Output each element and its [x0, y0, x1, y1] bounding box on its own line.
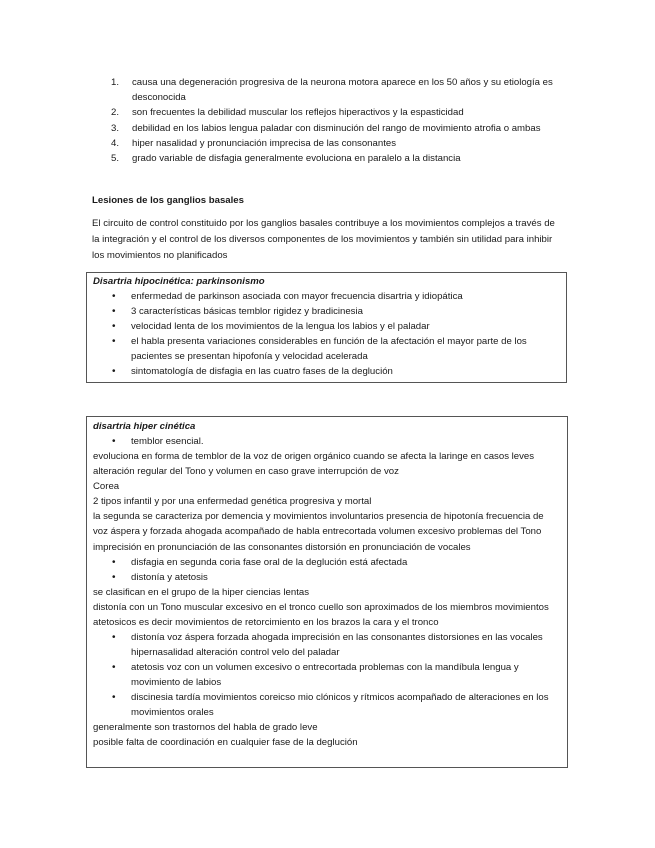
bullet-text: disfagia en segunda coria fase oral de la deglución está afectada	[131, 556, 408, 568]
list-text: grado variable de disfagia generalmente evoluciona en paralelo a la distancia	[132, 153, 461, 165]
bullet-item	[93, 570, 561, 585]
bullet-icon: •	[112, 366, 116, 377]
bullet-item	[93, 334, 560, 364]
bullet-list	[93, 289, 560, 379]
list-number: 5.	[111, 153, 120, 165]
bullet-item	[93, 434, 561, 449]
bullet-list	[93, 555, 561, 585]
list-text: causa una degeneración progresiva de la neurona motora aparece en los 50 años y su etiología es desconocida	[132, 77, 553, 104]
text-line: Corea	[93, 481, 120, 493]
hyperkinetic-box	[86, 416, 568, 768]
text-line: posible falta de coordinación en cualquier fase de la deglución	[93, 737, 358, 749]
text-line: generalmente son trastornos del habla de grado leve	[93, 721, 318, 733]
bullet-text: 3 características básicas temblor rigidez y bradicinesia	[131, 306, 363, 317]
box-title: disartria hiper cinética	[93, 421, 196, 432]
bullet-list	[93, 630, 561, 720]
bullet-text: atetosis voz con un volumen excesivo o entrecortada problemas con la mandíbula lengua y movimiento de labios	[131, 661, 519, 688]
numbered-list	[92, 75, 562, 166]
list-item	[92, 75, 562, 105]
bullet-icon: •	[112, 571, 116, 583]
list-item	[92, 136, 562, 151]
text-line: se clasifican en el grupo de la hiper ciencias lentas	[93, 586, 309, 598]
bullet-item	[93, 364, 560, 379]
intro-paragraph: El circuito de control constituido por los ganglios basales contribuye a los movimientos complejos a través de la integración y el control de los diversos componentes de los movimientos y también sin utilidad para inhibir los movimientos no planificados	[92, 218, 555, 261]
text-line: distonía con un Tono muscular excesivo en el tronco cuello son aproximados de los miembros movimientos atetosicos es decir movimientos de retorcimiento en los brazos la cara y el tronco	[93, 601, 549, 628]
bullet-item	[93, 319, 560, 334]
list-item	[92, 105, 562, 120]
bullet-item	[93, 690, 561, 720]
bullet-icon: •	[112, 661, 116, 673]
list-item	[92, 151, 562, 166]
bullet-text: distonía voz áspera forzada ahogada imprecisión en las consonantes distorsiones en las vocales hipernasalidad alteración control velo del paladar	[131, 631, 543, 658]
list-text: hiper nasalidad y pronunciación imprecisa de las consonantes	[132, 137, 396, 149]
box-title: Disartria hipocinética: parkinsonismo	[93, 276, 265, 287]
bullet-item	[93, 660, 561, 690]
list-number: 1.	[111, 77, 120, 88]
bullet-list	[93, 434, 561, 449]
bullet-text: distonía y atetosis	[131, 571, 208, 583]
text-line: la segunda se caracteriza por demencia y movimientos involuntarios presencia de hipotonía frecuencia de voz áspera y forzada ahogada acompañado de habla entrecortada volumen excesivo problemas del Tono imprecisión en pronunciación de las consonantes distorsión en pronunciación de vocales	[93, 511, 544, 553]
bullet-text: enfermedad de parkinson asociada con mayor frecuencia disartria y idiopática	[131, 291, 463, 302]
bullet-text: temblor esencial.	[131, 436, 204, 447]
text-line: evoluciona en forma de temblor de la voz de origen orgánico cuando se afecta la laringe en casos leves alteración regular del Tono y volumen en caso grave interrupción de voz	[93, 451, 535, 478]
hypokinetic-box	[86, 272, 567, 383]
bullet-icon: •	[112, 691, 116, 703]
bullet-item	[93, 304, 560, 319]
bullet-icon: •	[112, 631, 116, 643]
text-line: 2 tipos infantil y por una enfermedad genética progresiva y mortal	[93, 496, 372, 508]
bullet-item	[93, 630, 561, 660]
bullet-icon: •	[112, 336, 116, 347]
list-number: 4.	[111, 137, 120, 149]
bullet-icon: •	[112, 306, 116, 317]
section-heading: Lesiones de los ganglios basales	[92, 195, 244, 206]
list-number: 3.	[111, 122, 120, 134]
list-text: son frecuentes la debilidad muscular los reflejos hiperactivos y la espasticidad	[132, 107, 464, 119]
bullet-icon: •	[112, 321, 116, 332]
bullet-icon: •	[112, 291, 116, 302]
bullet-text: discinesia tardía movimientos coreicso mio clónicos y rítmicos acompañado de alteraciones en los movimientos orales	[131, 691, 549, 718]
list-number: 2.	[111, 107, 120, 119]
list-item	[92, 121, 562, 136]
bullet-text: sintomatología de disfagia en las cuatro fases de la deglución	[131, 366, 393, 377]
bullet-icon: •	[112, 556, 116, 568]
bullet-item	[93, 289, 560, 304]
bullet-text: el habla presenta variaciones considerables en función de la afectación el mayor parte de los pacientes se presentan hipofonía y velocidad acelerada	[131, 336, 527, 362]
bullet-icon: •	[112, 436, 116, 447]
list-text: debilidad en los labios lengua paladar con disminución del rango de movimiento atrofia o ambas	[132, 122, 541, 134]
bullet-text: velocidad lenta de los movimientos de la lengua los labios y el paladar	[131, 321, 430, 332]
bullet-item	[93, 555, 561, 570]
